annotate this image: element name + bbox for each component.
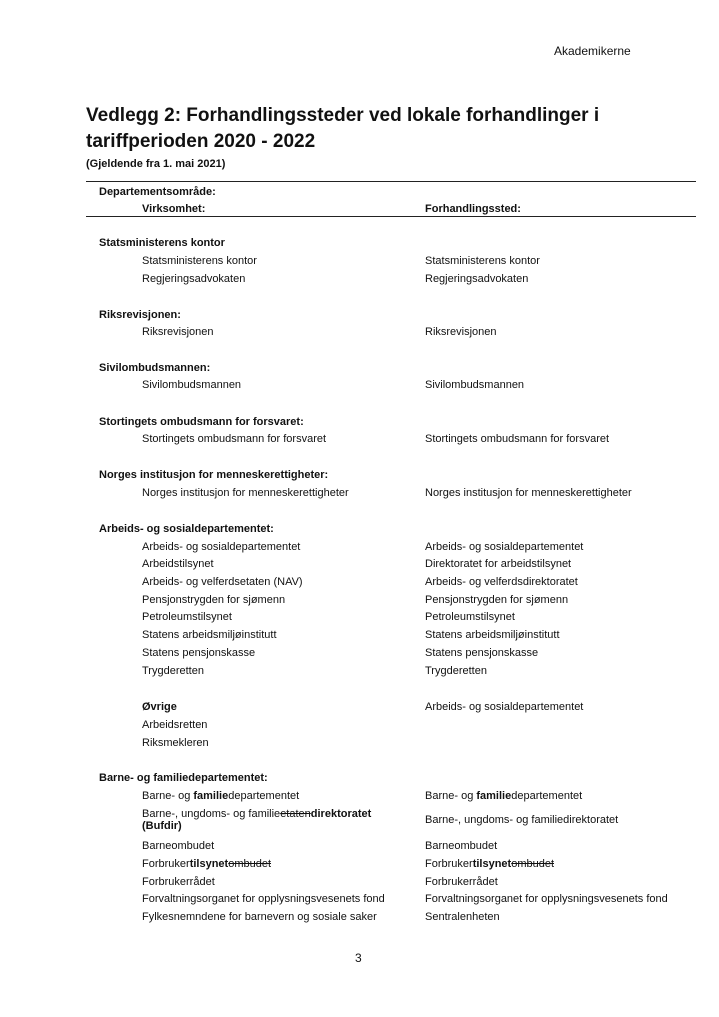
place-cell (425, 790, 582, 802)
entity-cell: Pensjonstrygden for sjømenn (142, 594, 286, 606)
place-cell: Petroleumstilsynet (425, 611, 515, 623)
table-row (0, 576, 719, 594)
table-row (0, 362, 719, 380)
table-row (0, 433, 719, 451)
entity-cell: Riksrevisjonen (142, 326, 214, 338)
entity-text-part: Barne-, ungdoms- og familie (142, 808, 281, 820)
table-row (0, 629, 719, 647)
entity-cell: Arbeids- og velferdsetaten (NAV) (142, 576, 303, 588)
entity-cell: Norges institusjon for menneskerettigheter (142, 487, 349, 499)
table-row (0, 790, 719, 808)
entity-cell: Arbeids- og sosialdepartementet (142, 541, 301, 553)
section-heading: Riksrevisjonen: (99, 309, 181, 321)
entity-text-part: departementet (228, 790, 300, 802)
place-text-part-bold: tilsynet (472, 858, 512, 870)
entity-cell (142, 858, 271, 870)
entity-cell: Riksmekleren (142, 737, 209, 749)
table-row (0, 255, 719, 273)
place-cell: Forbrukerrådet (425, 876, 498, 888)
table-row (0, 523, 719, 541)
place-cell: Pensjonstrygden for sjømenn (425, 594, 569, 606)
entity-subgroup-heading: Øvrige (142, 701, 177, 713)
table-row (0, 273, 719, 291)
table-row (0, 487, 719, 505)
table-row (0, 876, 719, 894)
place-cell: Regjeringsadvokaten (425, 273, 529, 285)
place-text-struck: ombudet (511, 858, 555, 870)
entity-cell: Arbeidsretten (142, 719, 208, 731)
entity-cell: Fylkesnemndene for barnevern og sosiale saker (142, 911, 377, 923)
table-row (0, 379, 719, 397)
entity-cell: Statsministerens kontor (142, 255, 257, 267)
column-header-entity: Virksomhet: (142, 203, 206, 215)
place-cell: Forvaltningsorganet for opplysningsvesenets fond (425, 893, 668, 905)
validity-note: (Gjeldende fra 1. mai 2021) (86, 158, 226, 170)
place-cell: Statens pensjonskasse (425, 647, 539, 659)
place-cell: Riksrevisjonen (425, 326, 497, 338)
place-cell: Statsministerens kontor (425, 255, 540, 267)
entity-cell: Sivilombudsmannen (142, 379, 242, 391)
entity-cell: Arbeidstilsynet (142, 558, 214, 570)
table-row (0, 911, 719, 929)
section-heading: Stortingets ombudsmann for forsvaret: (99, 416, 304, 428)
entity-cell: Statens pensjonskasse (142, 647, 256, 659)
place-cell: Arbeids- og sosialdepartementet (425, 541, 584, 553)
entity-text-part-bold: direktoratet (310, 808, 372, 820)
entity-cell: Statens arbeidsmiljøinstitutt (142, 629, 277, 641)
entity-cell: Forbrukerrådet (142, 876, 215, 888)
column-header-area: Departementsområde: (99, 186, 216, 198)
place-cell: Direktoratet for arbeidstilsynet (425, 558, 572, 570)
table-row (0, 665, 719, 683)
section-heading: Norges institusjon for menneskerettigheter: (99, 469, 329, 481)
place-cell: Barneombudet (425, 840, 498, 852)
table-row (0, 469, 719, 487)
place-cell: Barne-, ungdoms- og familiedirektoratet (425, 814, 619, 826)
page-number: 3 (355, 951, 362, 965)
entity-text-struck: ombudet (228, 858, 272, 870)
place-text-part: departementet (511, 790, 583, 802)
page-title: Vedlegg 2: Forhandlingssteder ved lokale forhandlinger i tariffperioden 2020 - 2022 (86, 105, 600, 152)
place-cell: Arbeids- og sosialdepartementet (425, 701, 584, 713)
table-row (0, 611, 719, 629)
table-row (0, 893, 719, 911)
table-row (0, 719, 719, 737)
section-heading: Barne- og familiedepartementet: (99, 772, 268, 784)
column-header-place: Forhandlingssted: (425, 203, 521, 215)
table-row (0, 858, 719, 876)
section-heading: Statsministerens kontor (99, 237, 225, 249)
entity-cell: Regjeringsadvokaten (142, 273, 246, 285)
table-row (0, 647, 719, 665)
entity-text-struck: etaten (280, 808, 311, 820)
table-row (0, 416, 719, 434)
entity-cell: Petroleumstilsynet (142, 611, 232, 623)
table-row (0, 309, 719, 327)
place-text-part: Barne- og (425, 790, 477, 802)
place-text-part-bold: familie (476, 790, 512, 802)
place-cell: Arbeids- og velferdsdirektoratet (425, 576, 578, 588)
place-cell: Trygderetten (425, 665, 487, 677)
table-row (0, 237, 719, 255)
entity-text-part-bold: tilsynet (189, 858, 229, 870)
table-row (0, 701, 719, 719)
table-row (0, 840, 719, 858)
entity-cell (142, 790, 299, 802)
entity-cell: Trygderetten (142, 665, 204, 677)
entity-text-part: Barne- og (142, 790, 194, 802)
place-cell: Sivilombudsmannen (425, 379, 525, 391)
table-row (0, 737, 719, 755)
section-heading: Arbeids- og sosialdepartementet: (99, 523, 274, 535)
table-row (0, 541, 719, 559)
place-cell: Norges institusjon for menneskerettigheter (425, 487, 632, 499)
table-row (0, 772, 719, 790)
entity-cell: Forvaltningsorganet for opplysningsvesenets fond (142, 893, 385, 905)
table-header-rule (86, 216, 696, 217)
table-row (0, 808, 719, 844)
table-row (0, 594, 719, 612)
place-cell: Sentralenheten (425, 911, 500, 923)
place-cell: Stortingets ombudsmann for forsvaret (425, 433, 610, 445)
entity-abbreviation: (Bufdir) (142, 820, 182, 832)
entity-text-part: Forbruker (142, 858, 190, 870)
table-row (0, 558, 719, 576)
header-organization: Akademikerne (554, 44, 631, 58)
section-heading: Sivilombudsmannen: (99, 362, 211, 374)
place-text-part: Forbruker (425, 858, 473, 870)
table-row (0, 326, 719, 344)
place-cell (425, 858, 554, 870)
table-top-rule (86, 181, 696, 182)
entity-cell: Barneombudet (142, 840, 215, 852)
entity-cell (142, 808, 371, 832)
place-cell: Statens arbeidsmiljøinstitutt (425, 629, 560, 641)
entity-text-part-bold: familie (193, 790, 229, 802)
entity-cell: Stortingets ombudsmann for forsvaret (142, 433, 327, 445)
